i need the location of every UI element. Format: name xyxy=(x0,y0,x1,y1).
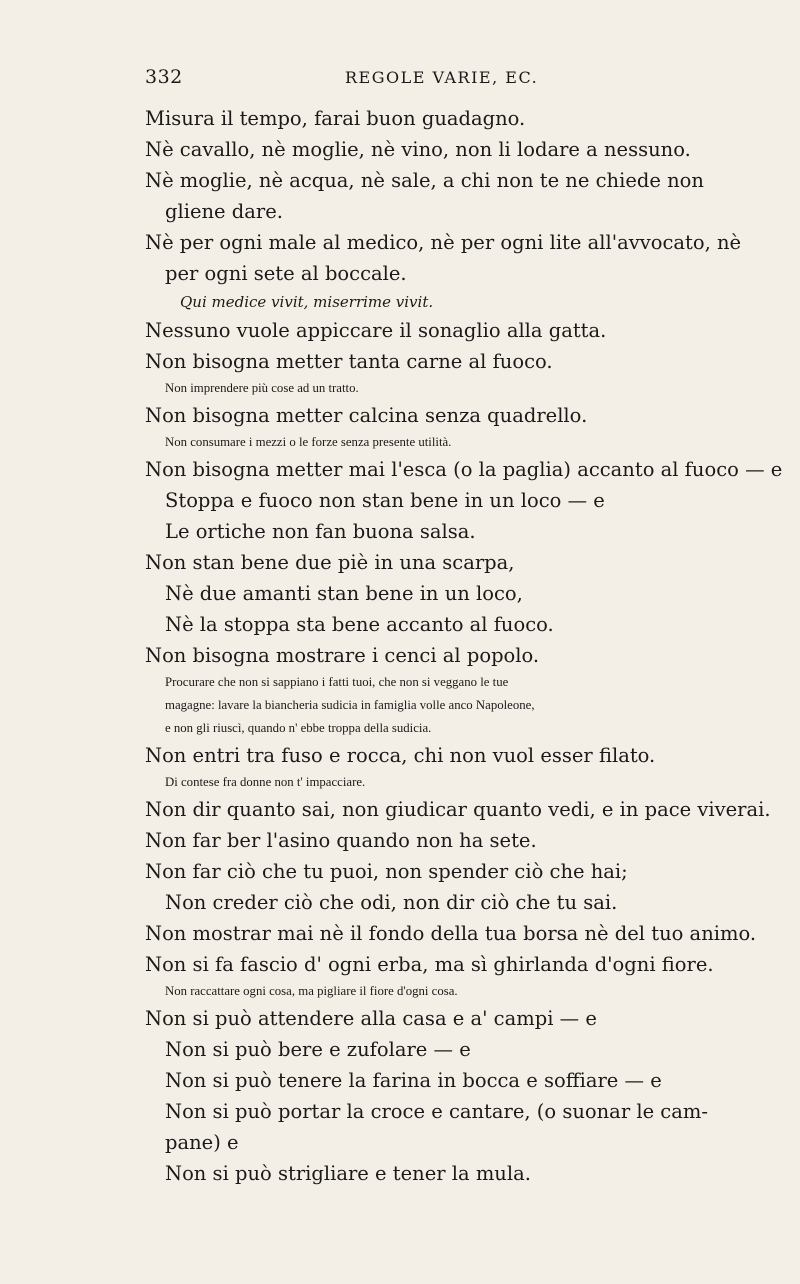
running-head xyxy=(145,66,735,96)
explanatory-note: Non consumare i mezzi o le forze senza presente utilità. xyxy=(165,435,452,449)
proverb-line: Non dir quanto sai, non giudicar quanto vedi, e in pace viverai. xyxy=(145,798,771,821)
proverb-line: Nessuno vuole appiccare il sonaglio alla gatta. xyxy=(145,319,607,342)
latin-quote: Qui medice vivit, miserrime vivit. xyxy=(180,293,434,311)
explanatory-note: e non gli riuscì, quando n' ebbe troppa della sudicia. xyxy=(165,721,432,735)
proverb-continuation: Stoppa e fuoco non stan bene in un loco — e xyxy=(165,489,605,512)
explanatory-note: Non raccattare ogni cosa, ma pigliare il fiore d'ogni cosa. xyxy=(165,984,458,998)
proverb-line: Non si può attendere alla casa e a' campi — e xyxy=(145,1007,597,1030)
proverb-continuation: Non si può strigliare e tener la mula. xyxy=(165,1162,531,1185)
proverb-line: Nè cavallo, nè moglie, nè vino, non li lodare a nessuno. xyxy=(145,138,691,161)
proverb-continuation: per ogni sete al boccale. xyxy=(165,262,407,285)
proverb-line: Non bisogna mostrare i cenci al popolo. xyxy=(145,644,540,667)
proverb-line: Misura il tempo, farai buon guadagno. xyxy=(145,107,526,130)
explanatory-note: Non imprendere più cose ad un tratto. xyxy=(165,381,359,395)
proverb-line: Non mostrar mai nè il fondo della tua borsa nè del tuo animo. xyxy=(145,922,757,945)
proverb-continuation: gliene dare. xyxy=(165,200,283,223)
explanatory-note: Di contese fra donne non t' impacciare. xyxy=(165,775,366,789)
page-number: 332 xyxy=(145,66,183,88)
proverb-continuation: pane) e xyxy=(165,1131,239,1154)
proverb-line: Non si fa fascio d' ogni erba, ma sì ghirlanda d'ogni fiore. xyxy=(145,953,714,976)
proverb-continuation: Non si può bere e zufolare — e xyxy=(165,1038,471,1061)
proverb-line: Non bisogna metter tanta carne al fuoco. xyxy=(145,350,553,373)
proverb-line: Non bisogna metter mai l'esca (o la paglia) accanto al fuoco — e xyxy=(145,458,783,481)
page-body xyxy=(145,103,783,1189)
proverb-continuation: Non si può tenere la farina in bocca e soffiare — e xyxy=(165,1069,662,1092)
proverb-line: Nè moglie, nè acqua, nè sale, a chi non te ne chiede non xyxy=(145,169,704,192)
proverb-line: Non stan bene due piè in una scarpa, xyxy=(145,551,515,574)
explanatory-note: Procurare che non si sappiano i fatti tuoi, che non si veggano le tue xyxy=(165,675,509,689)
proverb-continuation: Nè due amanti stan bene in un loco, xyxy=(165,582,523,605)
proverb-continuation: Non creder ciò che odi, non dir ciò che tu sai. xyxy=(165,891,618,914)
proverb-continuation: Le ortiche non fan buona salsa. xyxy=(165,520,476,543)
proverb-line: Non far ber l'asino quando non ha sete. xyxy=(145,829,537,852)
proverb-line: Non far ciò che tu puoi, non spender ciò che hai; xyxy=(145,860,628,883)
running-title: REGOLE VARIE, EC. xyxy=(345,68,539,87)
proverb-continuation: Nè la stoppa sta bene accanto al fuoco. xyxy=(165,613,554,636)
proverb-continuation: Non si può portar la croce e cantare, (o suonar le cam- xyxy=(165,1100,708,1123)
proverb-line: Non bisogna metter calcina senza quadrello. xyxy=(145,404,588,427)
explanatory-note: magagne: lavare la biancheria sudicia in famiglia volle anco Napoleone, xyxy=(165,698,535,712)
proverb-line: Nè per ogni male al medico, nè per ogni lite all'avvocato, nè xyxy=(145,231,742,254)
proverb-line: Non entri tra fuso e rocca, chi non vuol esser filato. xyxy=(145,744,656,767)
